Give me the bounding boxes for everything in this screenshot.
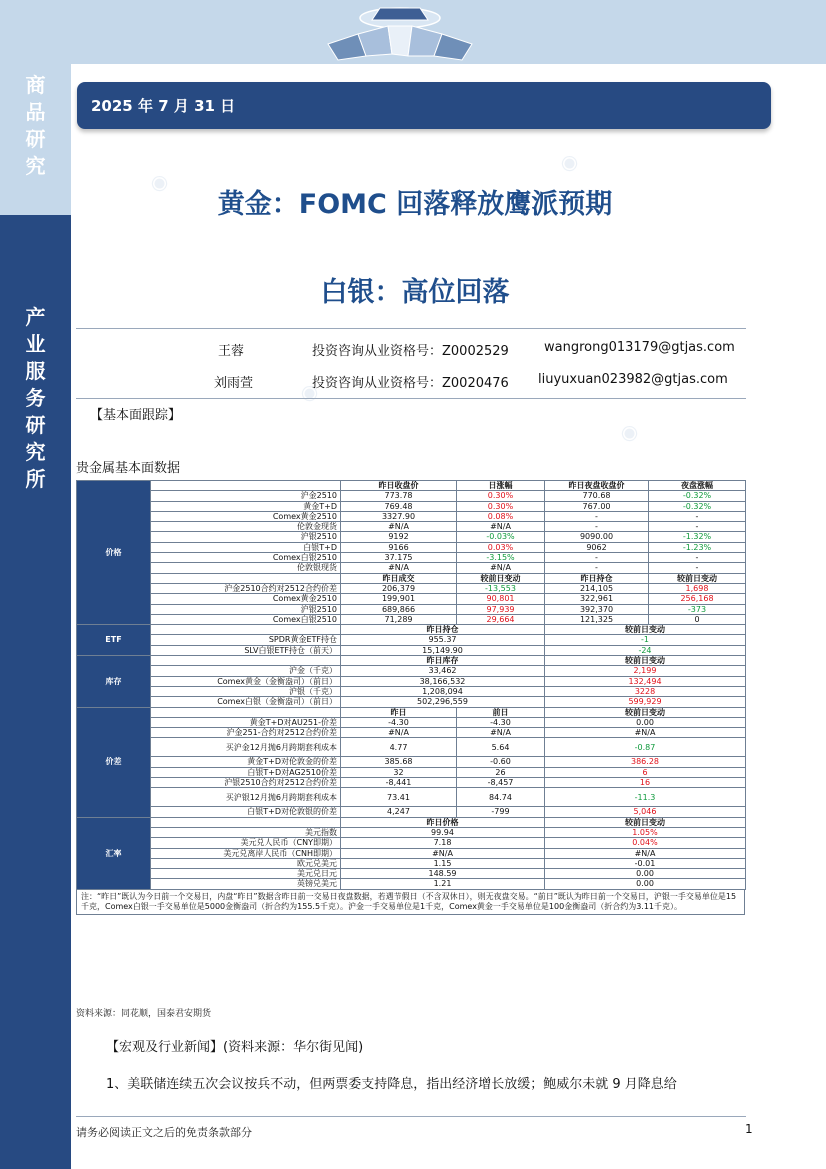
table-cell: 较前日变动 — [545, 656, 746, 666]
table-cell: 199,901 — [341, 594, 457, 604]
table-row — [77, 522, 746, 532]
silver-title: 白银：高位回落 — [320, 277, 510, 308]
table-cell: 沪银2510 — [151, 532, 341, 542]
table-cell: 5.64 — [457, 738, 545, 757]
table-cell: -1.23% — [649, 542, 746, 552]
table-row — [77, 757, 746, 767]
table-cell: 1,698 — [649, 583, 746, 593]
table-cell: 0.03% — [457, 542, 545, 552]
table-cell: Comex黄金2510 — [151, 594, 341, 604]
table-cell: 16 — [545, 778, 746, 788]
table-cell: 9090.00 — [545, 532, 649, 542]
analyst-name: 刘雨萱 — [214, 376, 254, 391]
table-row — [77, 501, 746, 511]
table-cell: 9062 — [545, 542, 649, 552]
sidebar-char: 务 — [25, 386, 46, 410]
table-cell: 97,939 — [457, 604, 545, 614]
analyst-email[interactable]: wangrong013179@gtjas.com — [544, 340, 735, 355]
table-cell: 9166 — [341, 542, 457, 552]
table-cell: 昨日持仓 — [341, 625, 545, 635]
table-row — [77, 686, 746, 696]
analyst-email[interactable]: liuyuxuan023982@gtjas.com — [538, 372, 728, 387]
table-cell: -0.32% — [649, 501, 746, 511]
table-row — [77, 817, 746, 827]
section-heading-fundamentals: 【基本面跟踪】 — [90, 408, 182, 423]
sidebar-char: 商 — [25, 73, 46, 97]
table-row — [77, 645, 746, 655]
table-cell: 黄金T+D对伦敦金的价差 — [151, 757, 341, 767]
table-cell: 767.00 — [545, 501, 649, 511]
table-cell: 0.04% — [545, 838, 746, 848]
table-row — [77, 666, 746, 676]
table-cell: #N/A — [341, 563, 457, 573]
table-row — [77, 594, 746, 604]
table-cell: 3327.90 — [341, 511, 457, 521]
watermark-icon: ◉ — [615, 417, 643, 447]
table-cell: - — [545, 522, 649, 532]
table-cell: 沪银2510 — [151, 604, 341, 614]
table-cell: 美元兑离岸人民币（CNH即期） — [151, 848, 341, 858]
table-cell: -0.60 — [457, 757, 545, 767]
table-cell: 昨日 — [341, 707, 457, 717]
table-cell: 502,296,559 — [341, 697, 545, 707]
sidebar-char: 产 — [25, 305, 46, 329]
table-row — [77, 707, 746, 717]
watermark-icon: ◉ — [555, 147, 583, 177]
table-cell: -8,457 — [457, 778, 545, 788]
table-cell — [151, 656, 341, 666]
table-cell: 价差 — [77, 707, 151, 817]
table-row — [77, 738, 746, 757]
table-cell: 白银T+D对AG2510价差 — [151, 767, 341, 777]
table-cell: 206,379 — [341, 583, 457, 593]
page-number: 1 — [745, 1122, 753, 1136]
table-cell: 4.77 — [341, 738, 457, 757]
table-cell: -0.87 — [545, 738, 746, 757]
table-cell: Comex黄金2510 — [151, 511, 341, 521]
watermark-icon: ◉ — [295, 377, 323, 407]
news-heading: 【宏观及行业新闻】(资料来源：华尔街见闻) — [106, 1040, 364, 1055]
table-cell: 1.15 — [341, 858, 545, 868]
table-row — [77, 827, 746, 837]
table-cell: 770.68 — [545, 491, 649, 501]
table-cell: 美元指数 — [151, 827, 341, 837]
table-cell: 84.74 — [457, 788, 545, 807]
table-cell: 黄金T+D — [151, 501, 341, 511]
table-row — [77, 676, 746, 686]
table-cell: 夜盘涨幅 — [649, 481, 746, 491]
table-cell: 26 — [457, 767, 545, 777]
table-row — [77, 481, 746, 491]
table-row — [77, 614, 746, 624]
table-cell: #N/A — [545, 848, 746, 858]
table-cell: Comex黄金（金衡盎司）（前日） — [151, 676, 341, 686]
table-cell: 昨日收盘价 — [341, 481, 457, 491]
table-cell: 沪金251-合约对2512合约价差 — [151, 728, 341, 738]
table-cell: Comex白银（金衡盎司）（前日） — [151, 697, 341, 707]
table-cell: 599,929 — [545, 697, 746, 707]
table-cell: 沪银（千克） — [151, 686, 341, 696]
table-row — [77, 625, 746, 635]
divider — [76, 398, 746, 399]
table-cell: - — [545, 563, 649, 573]
table-cell: -1.32% — [649, 532, 746, 542]
table-cell: 955.37 — [341, 635, 545, 645]
table-cell: 较前日变动 — [545, 625, 746, 635]
table-row — [77, 778, 746, 788]
table-cell: -4.30 — [457, 717, 545, 727]
table-cell: 385.68 — [341, 757, 457, 767]
table-row — [77, 767, 746, 777]
table-cell: 买沪金12月抛6月跨期套利成本 — [151, 738, 341, 757]
table-cell: 美元兑人民币（CNY即期） — [151, 838, 341, 848]
table-cell: 0.30% — [457, 501, 545, 511]
diamond-logo-icon — [318, 4, 482, 62]
table-cell: 6 — [545, 767, 746, 777]
table-cell: SPDR黄金ETF持仓 — [151, 635, 341, 645]
table-footnote: 注：“昨日”既认为今日前一个交易日，内盘“昨日”数据含昨日前一交易日夜盘数据，若遇节假日（不含双休日），则无夜盘交易。“前日”既认为昨日前一个交易日，沪银一手交易单位是15千克，Comex白银一手交易单位是5000金衡盎司（折合约为155.5千克）。沪金一手交易单位是1千克，Comex黄金一手交易单位是100金衡盎司（折合约为3.11千克）。 — [76, 890, 745, 915]
table-row — [77, 858, 746, 868]
table-cell: #N/A — [457, 563, 545, 573]
table-cell: -799 — [457, 807, 545, 817]
table-cell: 1.05% — [545, 827, 746, 837]
table-cell: 白银T+D — [151, 542, 341, 552]
table-cell: -373 — [649, 604, 746, 614]
table-cell: 欧元兑美元 — [151, 858, 341, 868]
date-banner — [77, 82, 771, 129]
table-cell: -13,553 — [457, 583, 545, 593]
table-cell: -11.3 — [545, 788, 746, 807]
table-row — [77, 583, 746, 593]
sidebar-label-industry-institute — [0, 304, 71, 493]
table-cell: 昨日价格 — [341, 817, 545, 827]
table-cell — [151, 481, 341, 491]
table-cell: Comex白银2510 — [151, 553, 341, 563]
table-row — [77, 869, 746, 879]
sidebar-char: 研 — [25, 413, 46, 437]
table-cell: 0.30% — [457, 491, 545, 501]
table-cell: - — [545, 553, 649, 563]
table-cell: 5,046 — [545, 807, 746, 817]
table-cell: 71,289 — [341, 614, 457, 624]
report-date: 2025 年 7 月 31 日 — [91, 97, 236, 115]
table-cell: -8,441 — [341, 778, 457, 788]
table-cell: ETF — [77, 625, 151, 656]
table-cell: #N/A — [341, 522, 457, 532]
table-cell: -24 — [545, 645, 746, 655]
table-row — [77, 491, 746, 501]
table-row — [77, 697, 746, 707]
table-cell: 689,866 — [341, 604, 457, 614]
table-cell: 2,199 — [545, 666, 746, 676]
table-row — [77, 553, 746, 563]
table-cell: #N/A — [457, 522, 545, 532]
table-cell: -3.15% — [457, 553, 545, 563]
sidebar-char: 所 — [25, 467, 46, 491]
table-cell: 库存 — [77, 656, 151, 707]
table-cell: 322,961 — [545, 594, 649, 604]
table-cell: 4,247 — [341, 807, 457, 817]
table-row — [77, 807, 746, 817]
divider — [76, 328, 746, 329]
table-cell: 773.78 — [341, 491, 457, 501]
table-cell: 较前日变动 — [545, 817, 746, 827]
sidebar-char: 服 — [25, 359, 46, 383]
table-cell: 132,494 — [545, 676, 746, 686]
table-cell: -0.03% — [457, 532, 545, 542]
footer-disclaimer[interactable]: 请务必阅读正文之后的免责条款部分 — [76, 1126, 252, 1139]
sidebar-char: 究 — [25, 154, 46, 178]
table-cell: 33,462 — [341, 666, 545, 676]
table-cell: #N/A — [545, 728, 746, 738]
table-row — [77, 573, 746, 583]
table-cell: 148.59 — [341, 869, 545, 879]
table-cell: 昨日持仓 — [545, 573, 649, 583]
sidebar-char: 研 — [25, 127, 46, 151]
table-cell: 29,664 — [457, 614, 545, 624]
table-cell: Comex白银2510 — [151, 614, 341, 624]
watermark-icon: ◉ — [145, 167, 173, 197]
table-cell: 38,166,532 — [341, 676, 545, 686]
table-cell: 392,370 — [545, 604, 649, 614]
table-cell: 较前日变动 — [649, 573, 746, 583]
table-row — [77, 728, 746, 738]
sidebar-char: 究 — [25, 440, 46, 464]
table-row — [77, 848, 746, 858]
sidebar-char: 品 — [25, 100, 46, 124]
table-cell: 汇率 — [77, 817, 151, 889]
table-cell: - — [649, 553, 746, 563]
table-cell: 白银T+D对伦敦银的价差 — [151, 807, 341, 817]
table-cell: 英镑兑美元 — [151, 879, 341, 889]
table-cell: 1.21 — [341, 879, 545, 889]
table-row — [77, 532, 746, 542]
table-cell: 1,208,094 — [341, 686, 545, 696]
table-cell: SLV白银ETF持仓（前天） — [151, 645, 341, 655]
table-cell — [151, 625, 341, 635]
table-cell: 9192 — [341, 532, 457, 542]
table-cell: 0.08% — [457, 511, 545, 521]
analyst-cert: 投资咨询从业资格号：Z0020476 — [312, 376, 509, 391]
analyst-cert: 投资咨询从业资格号：Z0002529 — [312, 344, 509, 359]
table-cell: 沪金2510合约对2512合约价差 — [151, 583, 341, 593]
table-cell: - — [545, 511, 649, 521]
table-cell: 昨日成交 — [341, 573, 457, 583]
table-cell: 买沪银12月抛6月跨期套利成本 — [151, 788, 341, 807]
table-cell: #N/A — [341, 728, 457, 738]
table-cell: - — [649, 522, 746, 532]
table-cell: 214,105 — [545, 583, 649, 593]
sidebar-char: 业 — [25, 332, 46, 356]
table-cell: 昨日库存 — [341, 656, 545, 666]
table-cell: 121,325 — [545, 614, 649, 624]
table-cell: 90,801 — [457, 594, 545, 604]
source-note: 资料来源：同花顺，国泰君安期货 — [76, 1009, 212, 1019]
table-cell: -1 — [545, 635, 746, 645]
data-table — [76, 480, 746, 890]
table-cell: 沪金（千克） — [151, 666, 341, 676]
analyst-name: 王蓉 — [218, 344, 245, 359]
table-cell: 73.41 — [341, 788, 457, 807]
divider — [76, 1116, 746, 1117]
table-cell: 99.94 — [341, 827, 545, 837]
table-row — [77, 879, 746, 889]
table-cell: -0.32% — [649, 491, 746, 501]
news-item: 1、美联储连续五次会议按兵不动，但两票委支持降息，指出经济增长放缓；鲍威尔未就 9 月降息给 — [106, 1077, 677, 1092]
table-cell: 沪金2510 — [151, 491, 341, 501]
table-cell — [151, 573, 341, 583]
table-cell: 15,149.90 — [341, 645, 545, 655]
sidebar-label-commodity-research — [0, 72, 71, 180]
table-row — [77, 511, 746, 521]
gold-title: 黄金：FOMC 回落释放鹰派预期 — [217, 189, 613, 220]
table-row — [77, 635, 746, 645]
table-cell: 769.48 — [341, 501, 457, 511]
table-cell: 7.18 — [341, 838, 545, 848]
table-cell: 32 — [341, 767, 457, 777]
table-cell: 较前日变动 — [545, 707, 746, 717]
table-title: 贵金属基本面数据 — [76, 461, 181, 476]
table-cell: 黄金T+D对AU251-价差 — [151, 717, 341, 727]
table-row — [77, 542, 746, 552]
table-row — [77, 788, 746, 807]
fundamentals-table — [76, 480, 745, 915]
table-cell: 0.00 — [545, 879, 746, 889]
table-cell: 沪银2510合约对2512合约价差 — [151, 778, 341, 788]
table-cell: 256,168 — [649, 594, 746, 604]
table-cell: 日涨幅 — [457, 481, 545, 491]
table-cell: 较前日变动 — [457, 573, 545, 583]
table-cell: 3228 — [545, 686, 746, 696]
table-cell: 0 — [649, 614, 746, 624]
table-cell: -0.01 — [545, 858, 746, 868]
table-cell: 37.175 — [341, 553, 457, 563]
table-cell: 0.00 — [545, 869, 746, 879]
table-cell: #N/A — [341, 848, 545, 858]
table-row — [77, 717, 746, 727]
table-row — [77, 604, 746, 614]
table-cell: 昨日夜盘收盘价 — [545, 481, 649, 491]
table-cell: - — [649, 511, 746, 521]
table-cell: - — [649, 563, 746, 573]
table-row — [77, 563, 746, 573]
table-cell: 386.28 — [545, 757, 746, 767]
table-cell — [151, 707, 341, 717]
table-cell: 伦敦银现货 — [151, 563, 341, 573]
table-cell: 0.00 — [545, 717, 746, 727]
table-cell: #N/A — [457, 728, 545, 738]
table-cell: -4.30 — [341, 717, 457, 727]
table-cell: 美元兑日元 — [151, 869, 341, 879]
table-cell: 价格 — [77, 481, 151, 625]
table-row — [77, 656, 746, 666]
table-row — [77, 838, 746, 848]
table-cell: 前日 — [457, 707, 545, 717]
table-cell — [151, 817, 341, 827]
table-cell: 伦敦金现货 — [151, 522, 341, 532]
